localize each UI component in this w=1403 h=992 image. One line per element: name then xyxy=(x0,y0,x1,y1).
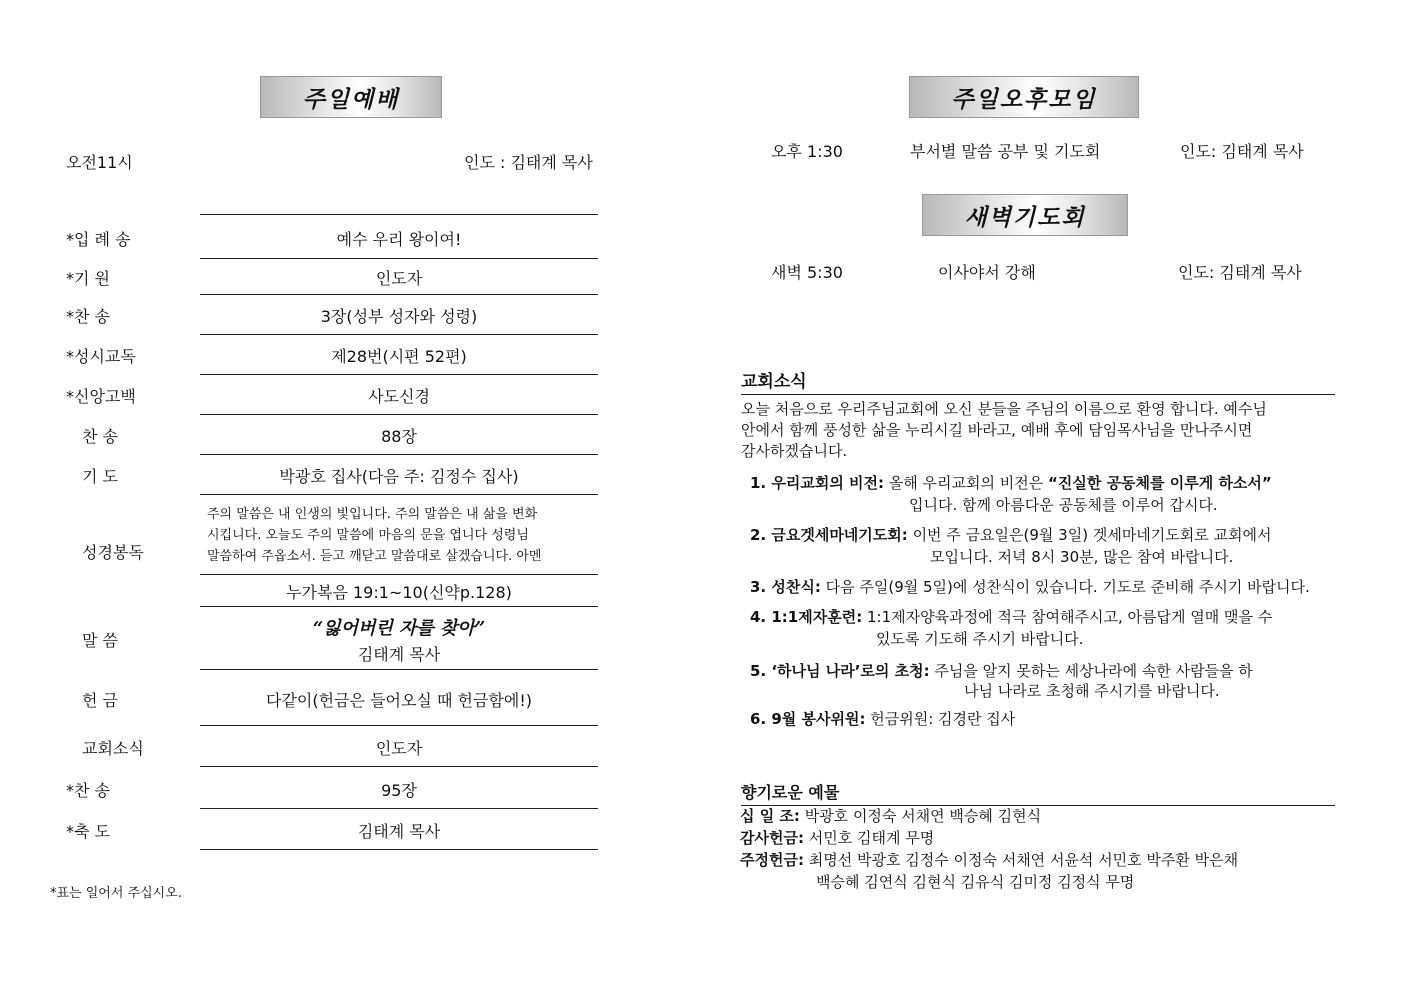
news-head: 2. 금요겟세마네기도회: xyxy=(750,526,908,544)
table-rule xyxy=(200,494,598,495)
offering-names: 서민호 김태계 무명 xyxy=(808,829,935,847)
worship-leader: 인도 : 김태계 목사 xyxy=(464,153,593,172)
offering-label: 십 일 조: xyxy=(740,807,800,825)
news-item xyxy=(750,472,1272,494)
order-value: 인도자 xyxy=(375,269,423,288)
offering-row xyxy=(740,805,1238,827)
vision-slogan: “진실한 공동체를 이루게 하소서” xyxy=(1048,474,1272,492)
news-text: 주님을 알지 못하는 세상나라에 속한 사람들을 하 xyxy=(934,662,1253,680)
news-head: 5. ‘하나님 나라’로의 초청: xyxy=(750,662,930,680)
order-label: *기 원 xyxy=(66,269,110,288)
news-intro-line: 안에서 함께 풍성한 삶을 누리시길 바라고, 예배 후에 담임목사님을 만나주시면 xyxy=(741,421,1253,439)
dawn-desc: 이사야서 강해 xyxy=(938,263,1036,282)
order-label: 교회소식 xyxy=(82,739,144,758)
table-rule xyxy=(200,454,598,455)
offering-row xyxy=(740,849,1238,871)
news-text: 헌금위원: 김경란 집사 xyxy=(870,710,1016,728)
order-value: 3장(성부 성자와 성령) xyxy=(320,307,478,326)
order-value: 제28번(시편 52편) xyxy=(331,347,467,366)
order-label: *찬 송 xyxy=(66,307,110,326)
dawn-time: 새벽 5:30 xyxy=(771,263,843,282)
table-rule xyxy=(200,766,598,767)
news-text: 다음 주일(9월 5일)에 성찬식이 있습니다. 기도로 준비해 주시기 바랍니다. xyxy=(825,578,1310,596)
order-label: *축 도 xyxy=(66,822,110,841)
offering-list xyxy=(740,805,1238,893)
order-value: 예수 우리 왕이여! xyxy=(336,230,462,249)
order-value: 김태계 목사 xyxy=(357,822,441,841)
order-label: 찬 송 xyxy=(82,427,118,446)
order-label: 기 도 xyxy=(82,467,118,486)
offering-label: 감사헌금: xyxy=(740,829,804,847)
table-rule xyxy=(200,334,598,335)
news-intro xyxy=(741,399,1335,462)
order-label: 말 씀 xyxy=(82,631,118,650)
table-rule xyxy=(200,258,598,259)
reading-prayer-line: 시킵니다. 오늘도 주의 말씀에 마음의 문을 엽니다 성령님 xyxy=(207,528,529,543)
table-rule xyxy=(200,214,598,215)
reading-prayer-line: 주의 말씀은 내 인생의 빛입니다. 주의 말씀은 내 삶을 변화 xyxy=(207,507,538,522)
dawn-title: 새벽기도회 xyxy=(922,194,1128,236)
order-value: 인도자 xyxy=(375,739,423,758)
news-text-cont: 모입니다. 저녁 8시 30분, 많은 참여 바랍니다. xyxy=(930,548,1234,566)
order-label: *찬 송 xyxy=(66,781,110,800)
news-item xyxy=(750,708,1015,730)
order-value: 박광호 집사(다음 주: 김정수 집사) xyxy=(279,467,519,486)
order-value: 88장 xyxy=(381,427,417,446)
dawn-leader: 인도: 김태계 목사 xyxy=(1178,263,1302,282)
order-label: *입 례 송 xyxy=(66,230,131,249)
news-text-cont: 있도록 기도해 주시기 바랍니다. xyxy=(876,630,1084,648)
order-value: 다같이(헌금은 들어오실 때 헌금함에!) xyxy=(266,691,532,710)
news-text: 1:1제자양육과정에 적극 참여해주시고, 아름답게 열매 맺을 수 xyxy=(866,608,1273,626)
table-rule xyxy=(200,808,598,809)
news-text-cont: 입니다. 함께 아름다운 공동체를 이루어 갑시다. xyxy=(909,496,1218,514)
reading-prayer-line: 말씀하여 주옵소서. 듣고 깨닫고 말씀대로 살겠습니다. 아멘 xyxy=(207,549,542,564)
table-rule xyxy=(200,849,598,850)
order-label: 성경봉독 xyxy=(82,543,144,562)
table-rule xyxy=(200,374,598,375)
afternoon-time: 오후 1:30 xyxy=(771,142,843,161)
footnote: *표는 일어서 주십시오. xyxy=(50,886,182,901)
order-value: 사도신경 xyxy=(368,387,430,406)
offering-names: 최명선 박광호 김정수 이정숙 서채연 서윤석 서민호 박주환 박은채 xyxy=(808,851,1239,869)
reading-prayer xyxy=(207,504,591,567)
news-intro-line: 오늘 처음으로 우리주님교회에 오신 분들을 주님의 이름으로 환영 합니다. 예수님 xyxy=(741,400,1267,418)
sermon-preacher: 김태계 목사 xyxy=(357,645,441,664)
news-item xyxy=(750,524,1272,546)
table-rule xyxy=(200,725,598,726)
table-rule xyxy=(200,669,598,670)
sermon-title: “잃어버린 자를 찾아” xyxy=(312,618,486,639)
offering-label: 주정헌금: xyxy=(740,851,804,869)
news-head: 6. 9월 봉사위원: xyxy=(750,710,866,728)
news-text: 올해 우리교회의 비전은 xyxy=(888,474,1049,492)
news-item xyxy=(750,576,1310,598)
offering-title: 향기로운 예물 xyxy=(741,780,1335,806)
news-item xyxy=(750,606,1272,628)
offering-names: 박광호 이정숙 서채연 백승혜 김현식 xyxy=(804,807,1042,825)
offering-names: 백승혜 김연식 김현식 김유식 김미정 김정식 무명 xyxy=(816,873,1135,891)
news-head: 1. 우리교회의 비전: xyxy=(750,474,885,492)
scripture-reference: 누가복음 19:1~10(신약p.128) xyxy=(286,583,512,602)
worship-title: 주일예배 xyxy=(260,76,442,118)
news-head: 4. 1:1제자훈련: xyxy=(750,608,863,626)
afternoon-title: 주일오후모임 xyxy=(909,76,1139,118)
offering-row xyxy=(740,871,1238,893)
afternoon-desc: 부서별 말씀 공부 및 기도회 xyxy=(910,142,1101,161)
order-value: 95장 xyxy=(381,781,417,800)
offering-row xyxy=(740,827,1238,849)
news-text: 이번 주 금요일은(9월 3일) 겟세마네기도회로 교회에서 xyxy=(912,526,1272,544)
order-label: *신앙고백 xyxy=(66,387,136,406)
afternoon-leader: 인도: 김태계 목사 xyxy=(1180,142,1304,161)
table-rule xyxy=(200,574,598,575)
order-label: 헌 금 xyxy=(82,691,118,710)
table-rule xyxy=(200,606,598,607)
worship-time: 오전11시 xyxy=(66,153,133,172)
table-rule xyxy=(200,294,598,295)
news-item xyxy=(750,660,1253,682)
table-rule xyxy=(200,414,598,415)
news-text-cont: 나님 나라로 초청해 주시기를 바랍니다. xyxy=(964,682,1220,700)
news-head: 3. 성찬식: xyxy=(750,578,821,596)
news-title: 교회소식 xyxy=(741,367,1335,395)
order-label: *성시교독 xyxy=(66,347,136,366)
news-intro-line: 감사하겠습니다. xyxy=(741,442,848,460)
